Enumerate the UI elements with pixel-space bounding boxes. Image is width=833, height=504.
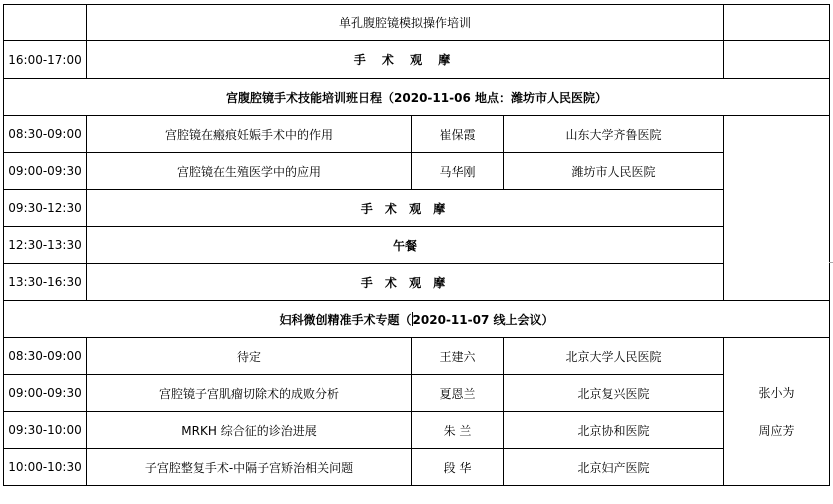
- topic-cell: 子宫腔整复手术-中隔子宫矫治相关问题: [87, 449, 412, 486]
- time-cell: 13:30-16:30: [4, 264, 87, 301]
- section-header-right: 2020-11-07 线上会议）: [412, 312, 554, 327]
- table-row: [4, 375, 830, 412]
- activity-cell: 手 术 观 摩: [87, 264, 724, 301]
- topic-cell: 宫腔镜子宫肌瘤切除术的成败分析: [87, 375, 412, 412]
- time-cell: 12:30-13:30: [4, 227, 87, 264]
- chair-cell: [724, 338, 830, 486]
- edge-marker: [829, 262, 833, 265]
- speaker-cell: 段 华: [412, 449, 504, 486]
- table-row: [4, 338, 830, 375]
- time-cell: 10:00-10:30: [4, 449, 87, 486]
- chair-name: 张小为: [758, 385, 795, 400]
- time-cell: 09:30-12:30: [4, 190, 87, 227]
- table-row: [4, 264, 830, 301]
- hospital-cell: 北京妇产医院: [504, 449, 724, 486]
- table-row: [4, 153, 830, 190]
- section-header-left: 妇科微创精准手术专题（: [279, 312, 412, 327]
- table-row: [4, 190, 830, 227]
- empty-cell: [4, 5, 87, 41]
- table-row: [4, 5, 830, 41]
- time-cell: 09:30-10:00: [4, 412, 87, 449]
- session-title: 单孔腹腔镜模拟操作培训: [87, 5, 724, 41]
- chair-name: 周应芳: [758, 423, 795, 438]
- section-header-row: [4, 79, 830, 116]
- hospital-cell: 北京协和医院: [504, 412, 724, 449]
- speaker-cell: 崔保霞: [412, 116, 504, 153]
- topic-cell: 宫腔镜在瘢痕妊娠手术中的作用: [87, 116, 412, 153]
- table-row: [4, 116, 830, 153]
- time-cell: 09:00-09:30: [4, 375, 87, 412]
- time-cell: 08:30-09:00: [4, 116, 87, 153]
- section-header: 宫腹腔镜手术技能培训班日程（2020-11-06 地点：潍坊市人民医院）: [4, 79, 830, 116]
- time-cell: 08:30-09:00: [4, 338, 87, 375]
- table-row: [4, 412, 830, 449]
- hospital-cell: 北京大学人民医院: [504, 338, 724, 375]
- activity-cell: 午餐: [87, 227, 724, 264]
- chair-cell: [724, 116, 830, 301]
- empty-cell: [724, 41, 830, 79]
- speaker-cell: 王建六: [412, 338, 504, 375]
- activity-cell: 手 术 观 摩: [87, 190, 724, 227]
- section-header-row: [4, 301, 830, 338]
- topic-cell: 待定: [87, 338, 412, 375]
- hospital-cell: 山东大学齐鲁医院: [504, 116, 724, 153]
- topic-cell: MRKH 综合征的诊治进展: [87, 412, 412, 449]
- table-row: [4, 41, 830, 79]
- time-cell: 16:00-17:00: [4, 41, 87, 79]
- section-header: [4, 301, 830, 338]
- topic-cell: 宫腔镜在生殖医学中的应用: [87, 153, 412, 190]
- hospital-cell: 潍坊市人民医院: [504, 153, 724, 190]
- speaker-cell: 夏恩兰: [412, 375, 504, 412]
- speaker-cell: 朱 兰: [412, 412, 504, 449]
- activity-cell: 手 术 观 摩: [87, 41, 724, 79]
- time-cell: 09:00-09:30: [4, 153, 87, 190]
- table-row: [4, 449, 830, 486]
- table-row: [4, 227, 830, 264]
- schedule-table: [3, 4, 830, 486]
- hospital-cell: 北京复兴医院: [504, 375, 724, 412]
- speaker-cell: 马华刚: [412, 153, 504, 190]
- empty-cell: [724, 5, 830, 41]
